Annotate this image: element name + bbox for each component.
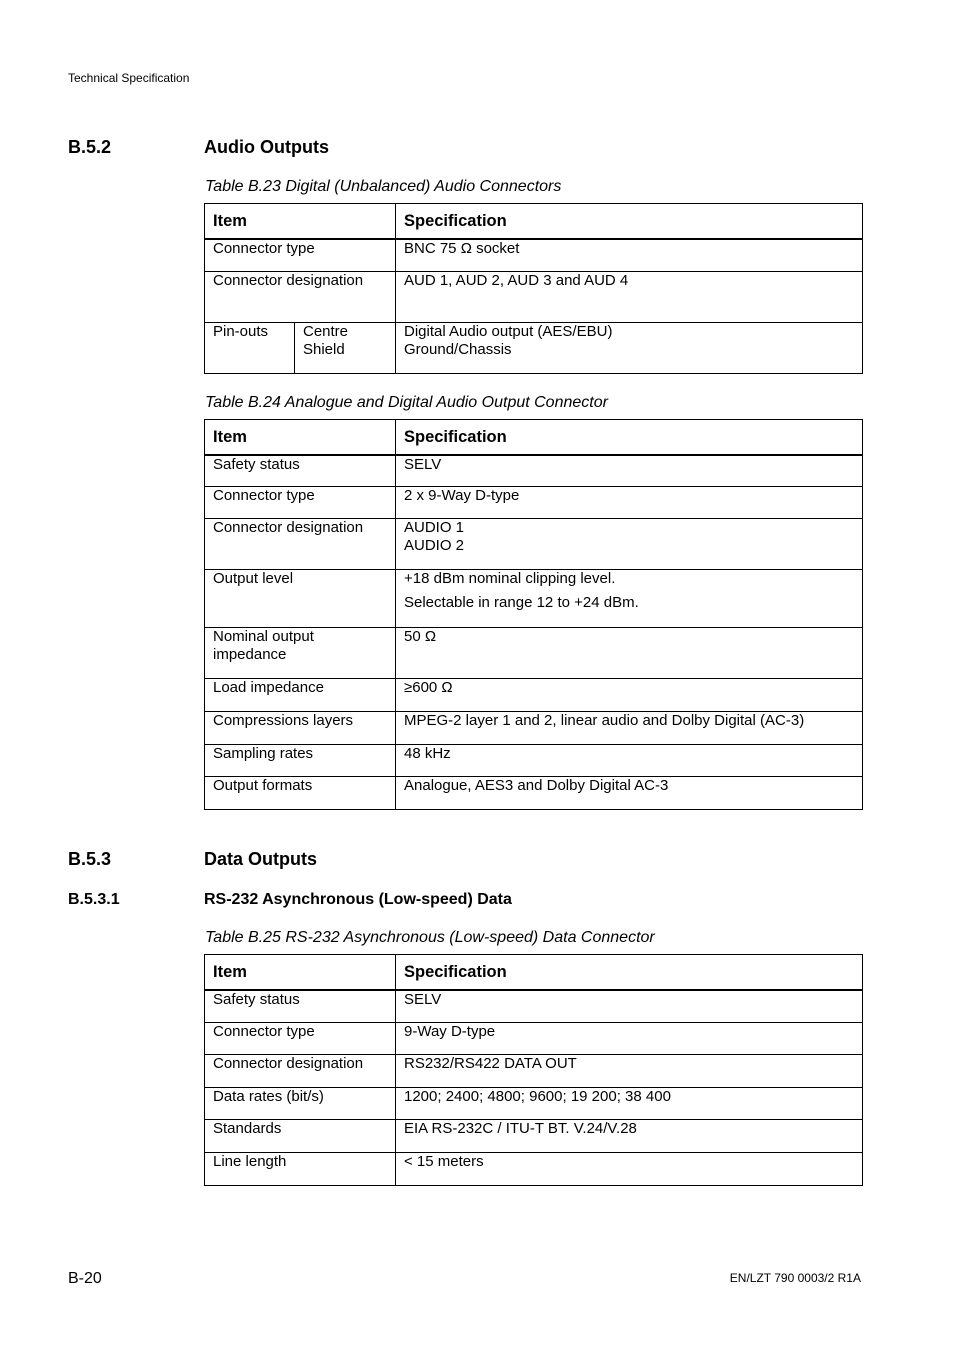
table-row <box>205 628 863 679</box>
item-cell: Output formats <box>205 777 396 810</box>
item-cell: Output level <box>205 570 396 628</box>
spec-cell: < 15 meters <box>396 1153 863 1186</box>
table-caption-b25: Table B.25 RS-232 Asynchronous (Low-speed) Data Connector <box>205 929 655 946</box>
item-cell: Compressions layers <box>205 712 396 745</box>
page-number: B-20 <box>68 1270 102 1287</box>
table-row <box>205 745 863 777</box>
spec-line: AUDIO 2 <box>404 537 465 554</box>
spec-cell <box>396 519 863 570</box>
spec-cell: MPEG-2 layer 1 and 2, linear audio and Dolby Digital (AC-3) <box>396 712 863 745</box>
table-row <box>205 239 863 272</box>
spec-cell: 1200; 2400; 4800; 9600; 19 200; 38 400 <box>396 1088 863 1120</box>
item-cell: Sampling rates <box>205 745 396 777</box>
section-number: B.5.3 <box>68 849 112 869</box>
table-row <box>205 990 863 1023</box>
table-row <box>205 1153 863 1186</box>
table-b23 <box>204 203 863 374</box>
item-cell: Connector designation <box>205 272 396 323</box>
pin-spec-centre: Digital Audio output (AES/EBU) <box>404 323 613 340</box>
spec-line: Selectable in range 12 to +24 dBm. <box>404 594 639 611</box>
item-cell: Pin-outs <box>205 323 295 374</box>
section-number: B.5.3.1 <box>68 891 120 908</box>
column-header-item: Item <box>205 204 396 239</box>
column-header-specification: Specification <box>396 204 863 239</box>
table-row <box>205 487 863 519</box>
pin-name-shield: Shield <box>303 341 345 358</box>
table-b25 <box>204 954 863 1186</box>
document-reference: EN/LZT 790 0003/2 R1A <box>729 1271 861 1285</box>
spec-cell: SELV <box>396 990 863 1023</box>
table-row <box>205 777 863 810</box>
section-title: Audio Outputs <box>204 137 329 157</box>
table-caption-b23: Table B.23 Digital (Unbalanced) Audio Connectors <box>205 178 562 195</box>
item-cell: Load impedance <box>205 679 396 712</box>
table-row <box>205 1023 863 1055</box>
pin-name-centre: Centre <box>303 323 349 340</box>
running-header: Technical Specification <box>68 71 190 85</box>
table-row <box>205 570 863 628</box>
section-title: Data Outputs <box>204 849 318 869</box>
table-b24 <box>204 419 863 810</box>
column-header-specification: Specification <box>396 420 863 455</box>
section-number: B.5.2 <box>68 137 112 157</box>
spec-cell: BNC 75 Ω socket <box>396 239 863 272</box>
table-row <box>205 679 863 712</box>
pin-spec-shield: Ground/Chassis <box>404 341 512 358</box>
item-cell: Safety status <box>205 455 396 487</box>
spec-cell <box>396 570 863 628</box>
section-heading-b531 <box>68 891 768 911</box>
item-cell: Connector type <box>205 1023 396 1055</box>
spec-cell: 48 kHz <box>396 745 863 777</box>
table-header-row <box>205 204 863 239</box>
item-cell: Safety status <box>205 990 396 1023</box>
table-row <box>205 1055 863 1088</box>
section-title: RS-232 Asynchronous (Low-speed) Data <box>204 891 512 908</box>
spec-cell: 50 Ω <box>396 628 863 679</box>
table-row <box>205 1088 863 1120</box>
item-cell: Data rates (bit/s) <box>205 1088 396 1120</box>
item-line: impedance <box>213 646 287 663</box>
item-cell: Connector type <box>205 487 396 519</box>
section-heading-b53 <box>68 849 768 871</box>
spec-cell: 2 x 9-Way D-type <box>396 487 863 519</box>
table-header-row <box>205 420 863 455</box>
item-cell: Connector type <box>205 239 396 272</box>
table-row <box>205 272 863 323</box>
item-cell: Line length <box>205 1153 396 1186</box>
table-row <box>205 519 863 570</box>
spec-cell: ≥600 Ω <box>396 679 863 712</box>
spec-cell <box>396 323 863 374</box>
pin-names-cell <box>295 323 396 374</box>
spec-cell: RS232/RS422 DATA OUT <box>396 1055 863 1088</box>
column-header-specification: Specification <box>396 955 863 990</box>
table-row-pinouts <box>205 323 863 374</box>
table-row <box>205 712 863 745</box>
table-header-row <box>205 955 863 990</box>
table-caption-b24: Table B.24 Analogue and Digital Audio Output Connector <box>205 394 608 411</box>
spec-cell: 9-Way D-type <box>396 1023 863 1055</box>
item-cell: Standards <box>205 1120 396 1153</box>
item-cell: Connector designation <box>205 1055 396 1088</box>
section-heading-b52 <box>68 137 768 159</box>
spec-line: AUDIO 1 <box>404 519 465 536</box>
spec-cell: AUD 1, AUD 2, AUD 3 and AUD 4 <box>396 272 863 323</box>
spec-cell: EIA RS-232C / ITU-T BT. V.24/V.28 <box>396 1120 863 1153</box>
column-header-item: Item <box>205 955 396 990</box>
column-header-item: Item <box>205 420 396 455</box>
spec-line: +18 dBm nominal clipping level. <box>404 570 616 587</box>
item-cell <box>205 628 396 679</box>
table-row <box>205 455 863 487</box>
item-line: Nominal output <box>213 628 314 645</box>
spec-cell: Analogue, AES3 and Dolby Digital AC-3 <box>396 777 863 810</box>
table-row <box>205 1120 863 1153</box>
item-cell: Connector designation <box>205 519 396 570</box>
spec-cell: SELV <box>396 455 863 487</box>
